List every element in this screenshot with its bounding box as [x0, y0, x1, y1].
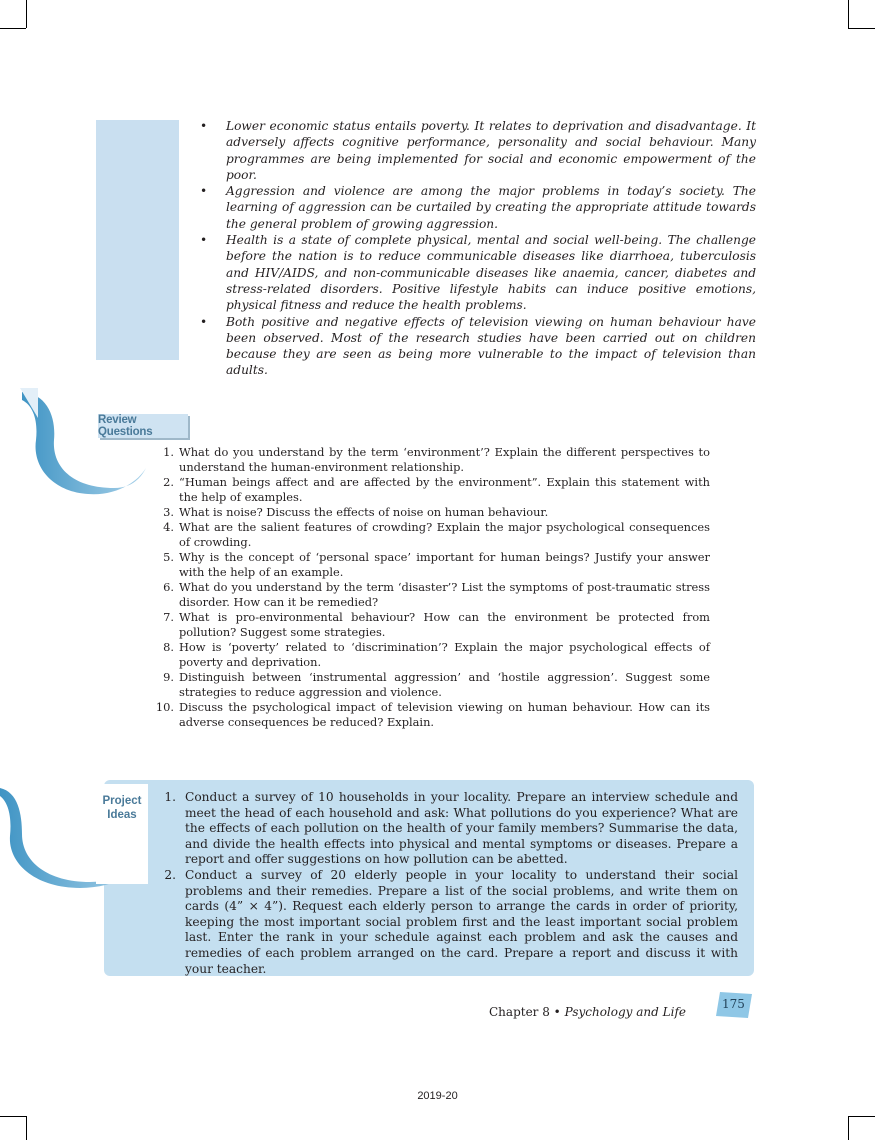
question-text: Distinguish between ‘instrumental aggression’ and ‘hostile aggression’. Suggest some strategies to reduce aggression and violence.	[179, 670, 710, 699]
crop-mark-bottom-right	[848, 1116, 875, 1117]
question-text: What are the salient features of crowding? Explain the major psychological consequences of crowding.	[179, 520, 710, 549]
question-number: 1.	[163, 445, 174, 459]
question-number: 8.	[163, 640, 174, 654]
question-text: Why is the concept of ‘personal space’ important for human beings? Justify your answer with the help of an example.	[179, 550, 710, 579]
review-question	[148, 610, 710, 640]
question-number: 7.	[163, 610, 174, 624]
summary-text: Both positive and negative effects of television viewing on human behaviour have been observed. Most of the research studies have been carried out on children because they are seen as being more vulnerable to the impact of television than adults.	[226, 314, 756, 378]
review-question	[148, 700, 710, 730]
question-text: Discuss the psychological impact of television viewing on human behaviour. How can its adverse consequences be reduced? Explain.	[179, 700, 710, 729]
review-question	[148, 475, 710, 505]
summary-side-bar	[96, 120, 179, 360]
crop-mark-top-right	[848, 0, 849, 28]
review-question	[148, 670, 710, 700]
question-text: “Human beings affect and are affected by the environment”. Explain this statement with the help of examples.	[179, 475, 710, 504]
project-idea	[158, 790, 738, 868]
summary-item	[200, 118, 756, 183]
edition-year: 2019-20	[417, 1090, 458, 1102]
idea-number: 2.	[164, 867, 176, 882]
project-label-line: Project	[102, 795, 142, 807]
question-text: How is ‘poverty’ related to ‘discrimination’? Explain the major psychological effects of poverty and deprivation.	[179, 640, 710, 669]
crop-mark-top-left	[0, 28, 26, 29]
summary-list	[200, 118, 756, 379]
crop-mark-bottom-left	[0, 1116, 26, 1117]
review-question	[148, 520, 710, 550]
question-number: 2.	[163, 475, 174, 489]
review-question-list	[148, 445, 710, 730]
summary-item	[200, 314, 756, 379]
review-swirl-decoration	[18, 388, 148, 500]
crop-mark-top-right	[848, 28, 875, 29]
bullet: •	[200, 184, 208, 199]
review-question	[148, 550, 710, 580]
crop-mark-bottom-left	[26, 1116, 27, 1140]
review-questions-label: Review Questions	[98, 414, 188, 438]
idea-number: 1.	[164, 790, 176, 804]
idea-text: Conduct a survey of 10 households in your locality. Prepare an interview schedule and meet the head of each household and ask: What pollutions do you experience? What are the effects of each pollution on the health of your family members? Summarise the data, and divide the health effects into physical and mental symptoms or diseases. Prepare a report and offer suggestions on how pollution can be abetted.	[185, 790, 738, 867]
question-text: What is pro-environmental behaviour? How can the environment be protected from pollution? Suggest some strategies.	[179, 610, 710, 639]
summary-text: Lower economic status entails poverty. It relates to deprivation and disadvantage. It adversely affects cognitive performance, personality and social behaviour. Many programmes are being implemented for social and economic empowerment of the poor.	[226, 119, 756, 182]
question-text: What do you understand by the term ‘disaster’? List the symptoms of post-traumatic stress disorder. How can it be remedied?	[179, 580, 710, 609]
question-number: 9.	[163, 670, 174, 684]
summary-item	[200, 183, 756, 232]
question-number: 4.	[163, 520, 174, 534]
bullet: •	[200, 314, 208, 329]
chapter-title: Psychology and Life	[564, 1005, 686, 1019]
project-idea	[158, 868, 738, 977]
review-question	[148, 505, 710, 520]
crop-mark-top-left	[26, 0, 27, 28]
question-number: 10.	[155, 700, 174, 714]
question-number: 6.	[163, 580, 174, 594]
crop-mark-bottom-right	[848, 1116, 849, 1140]
idea-text: Conduct a survey of 20 elderly people in your locality to understand their social problems and their remedies. Prepare a list of the social problems, and write them on cards (4” × 4”). Request each elderly person to arrange the cards in order of priority, keeping the most important social problem first and the least important social problem last. Enter the rank in your schedule against each problem and ask the causes and remedies of each problem arranged on the card. Prepare a report and discuss it with your teacher.	[185, 867, 738, 976]
summary-text: Aggression and violence are among the major problems in today’s society. The learning of aggression can be curtailed by creating the appropriate attitude towards the general problem of growing aggression.	[226, 184, 756, 231]
page-number: 175	[722, 997, 745, 1011]
project-ideas-label	[96, 784, 148, 884]
question-number: 5.	[163, 550, 174, 564]
question-number: 3.	[163, 505, 174, 519]
review-question	[148, 580, 710, 610]
project-ideas-list	[158, 790, 738, 977]
review-question	[148, 445, 710, 475]
review-question	[148, 640, 710, 670]
summary-item	[200, 232, 756, 313]
summary-text: Health is a state of complete physical, mental and social well-being. The challenge before the nation is to reduce communicable diseases like diarrhoea, tuberculosis and HIV/AIDS, and non-communicable diseases like anaemia, cancer, diabetes and stress-related disorders. Positive lifestyle habits can induce positive emotions, physical fitness and reduce the health problems.	[226, 233, 756, 313]
bullet: •	[200, 119, 208, 133]
project-label-line: Ideas	[107, 809, 137, 821]
question-text: What is noise? Discuss the effects of noise on human behaviour.	[179, 505, 549, 519]
chapter-prefix: Chapter 8 •	[489, 1005, 565, 1019]
bullet: •	[200, 233, 208, 248]
question-text: What do you understand by the term ‘environment’? Explain the different perspectives to understand the human-environment relationship.	[179, 445, 710, 474]
chapter-footer	[489, 1005, 686, 1019]
